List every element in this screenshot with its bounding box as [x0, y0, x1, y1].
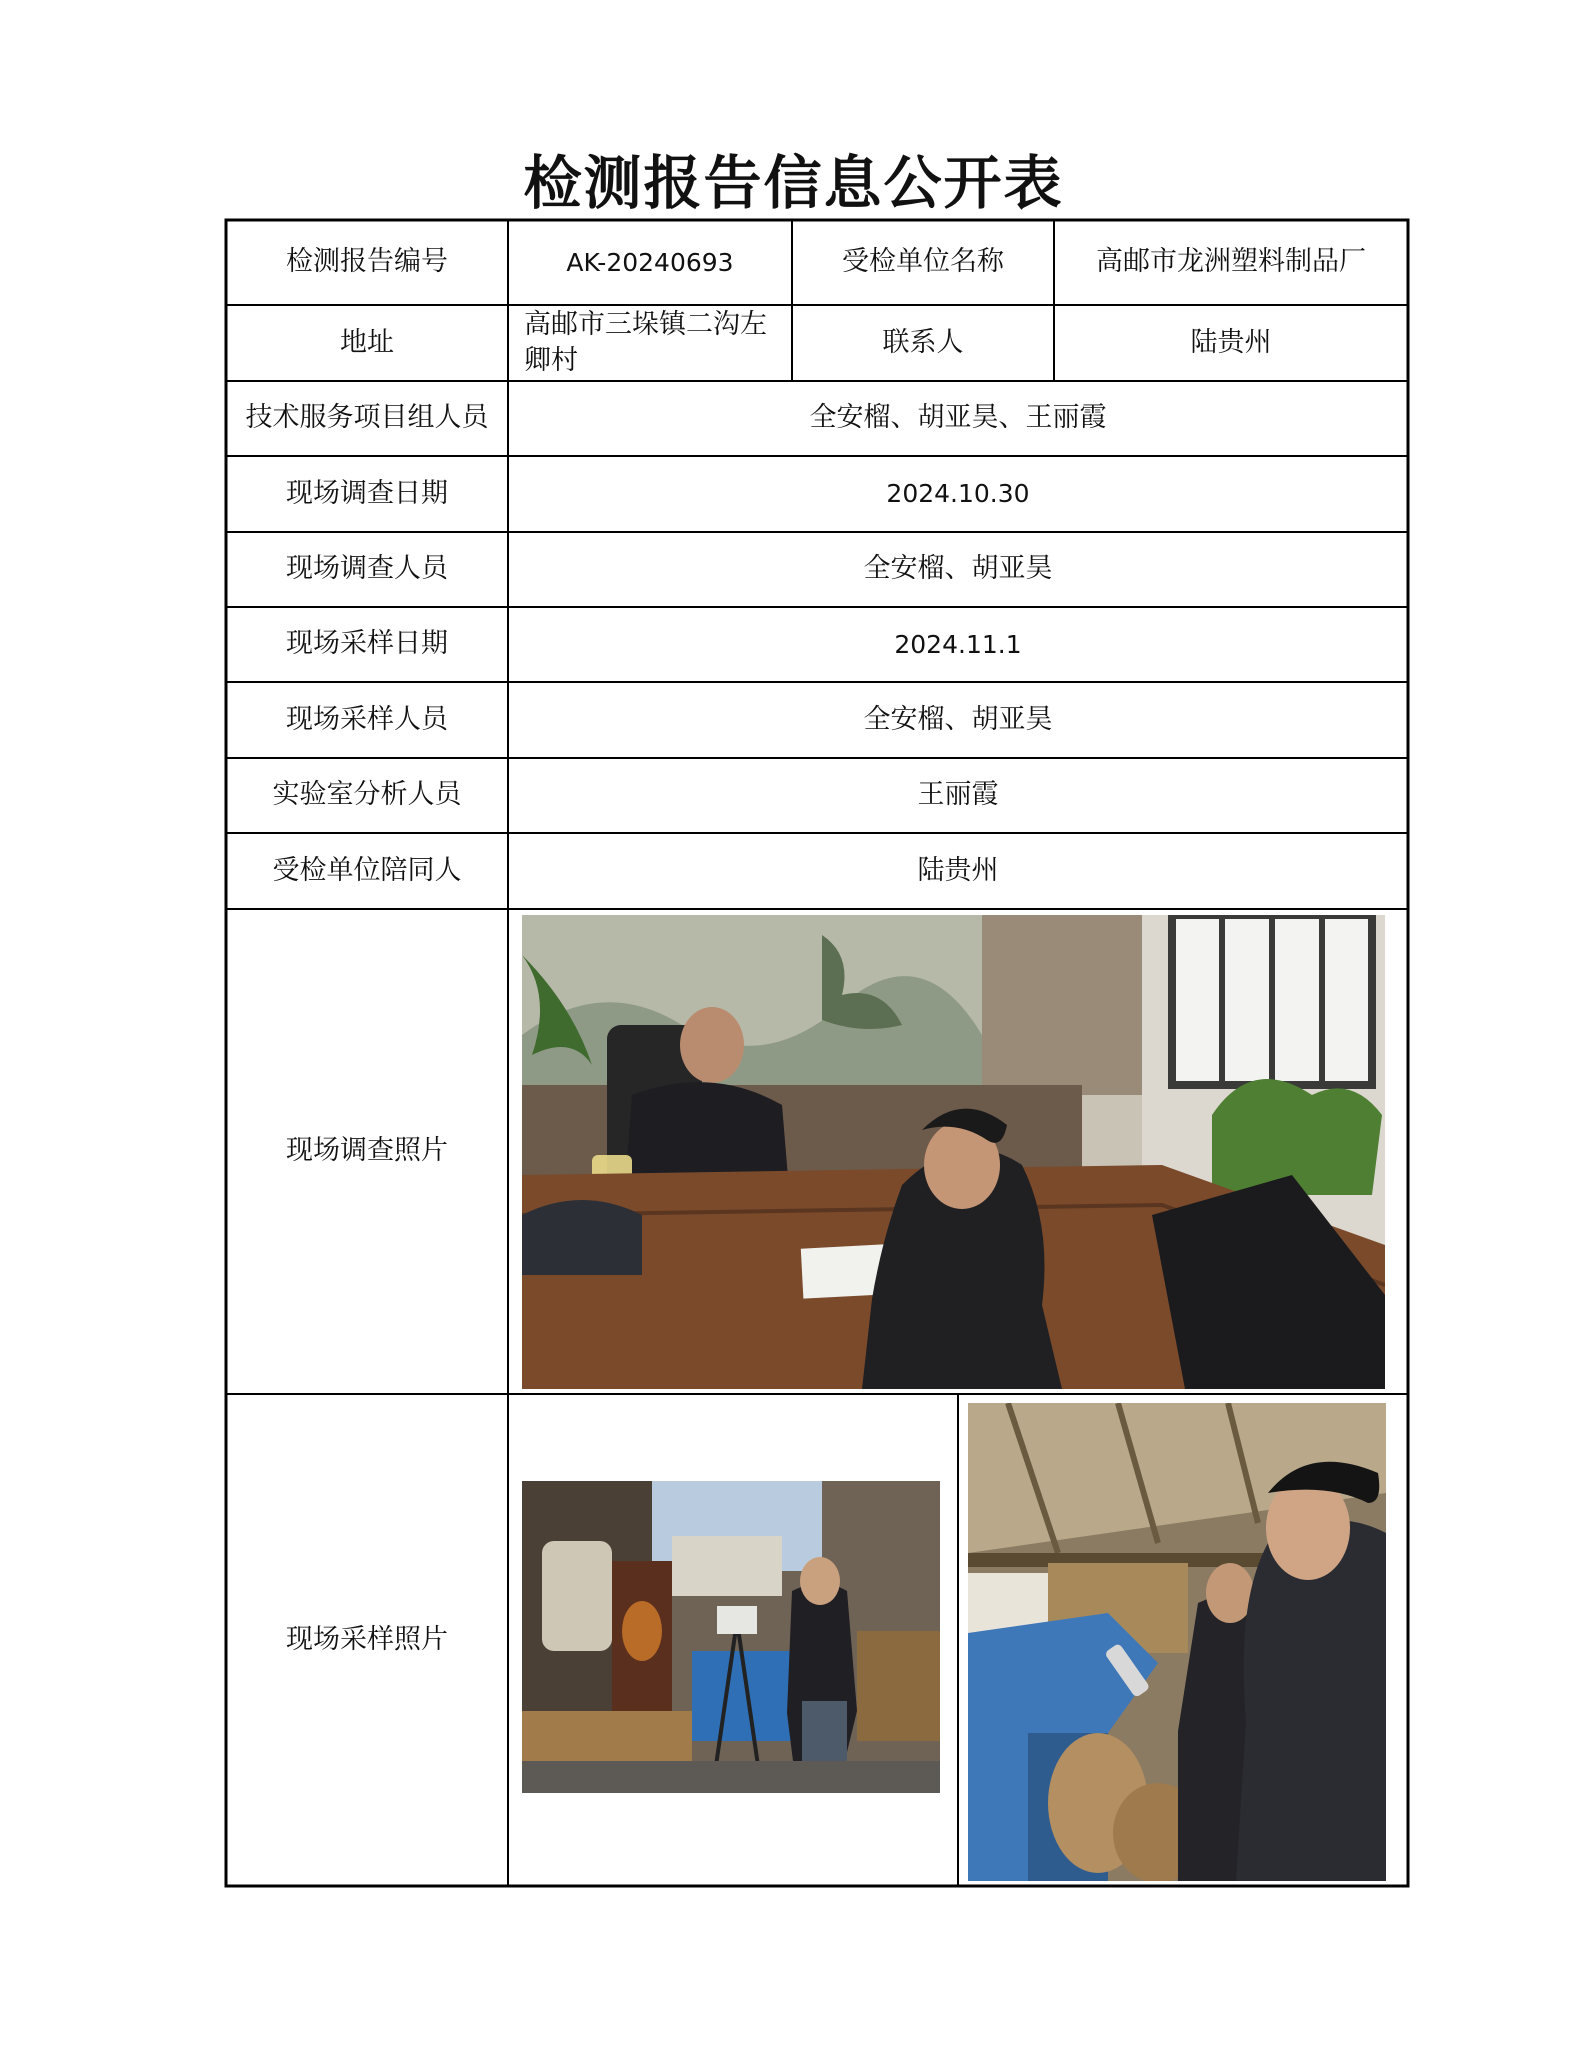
survey-staff-value: 全安榴、胡亚昊 [863, 553, 1053, 585]
address-value: 高邮市三垛镇二沟左卿村 [524, 308, 767, 376]
sampling-photo-2 [968, 1403, 1386, 1881]
sampling-date-value: 2024.11.1 [894, 629, 1022, 659]
survey-date-label: 现场调查日期 [286, 477, 448, 509]
lab-staff-value: 王丽霞 [917, 779, 999, 811]
lab-staff-label: 实验室分析人员 [272, 779, 462, 811]
sampling-staff-label: 现场采样人员 [286, 703, 448, 735]
escort-label: 受检单位陪同人 [272, 854, 462, 886]
team-label: 技术服务项目组人员 [245, 402, 489, 434]
team-value: 全安榴、胡亚昊、王丽霞 [809, 402, 1107, 434]
unit-name-label: 受检单位名称 [842, 246, 1004, 278]
survey-photo [522, 915, 1385, 1389]
survey-staff-label: 现场调查人员 [286, 553, 448, 585]
survey-date-value: 2024.10.30 [886, 479, 1030, 509]
sampling-staff-value: 全安榴、胡亚昊 [863, 703, 1053, 735]
unit-name-value: 高邮市龙洲塑料制品厂 [1096, 246, 1366, 278]
sampling-date-label: 现场采样日期 [286, 628, 448, 660]
report-no-value: AK-20240693 [566, 247, 734, 277]
contact-label: 联系人 [882, 326, 964, 358]
survey-photo-label: 现场调查照片 [286, 1135, 448, 1167]
address-label: 地址 [340, 326, 394, 358]
sampling-photo-label: 现场采样照片 [286, 1623, 448, 1655]
report-no-label: 检测报告编号 [286, 246, 448, 278]
sampling-photo-1 [522, 1481, 940, 1793]
contact-value: 陆贵州 [1190, 326, 1272, 358]
page-title: 检测报告信息公开表 [523, 149, 1064, 217]
escort-value: 陆贵州 [917, 854, 999, 886]
